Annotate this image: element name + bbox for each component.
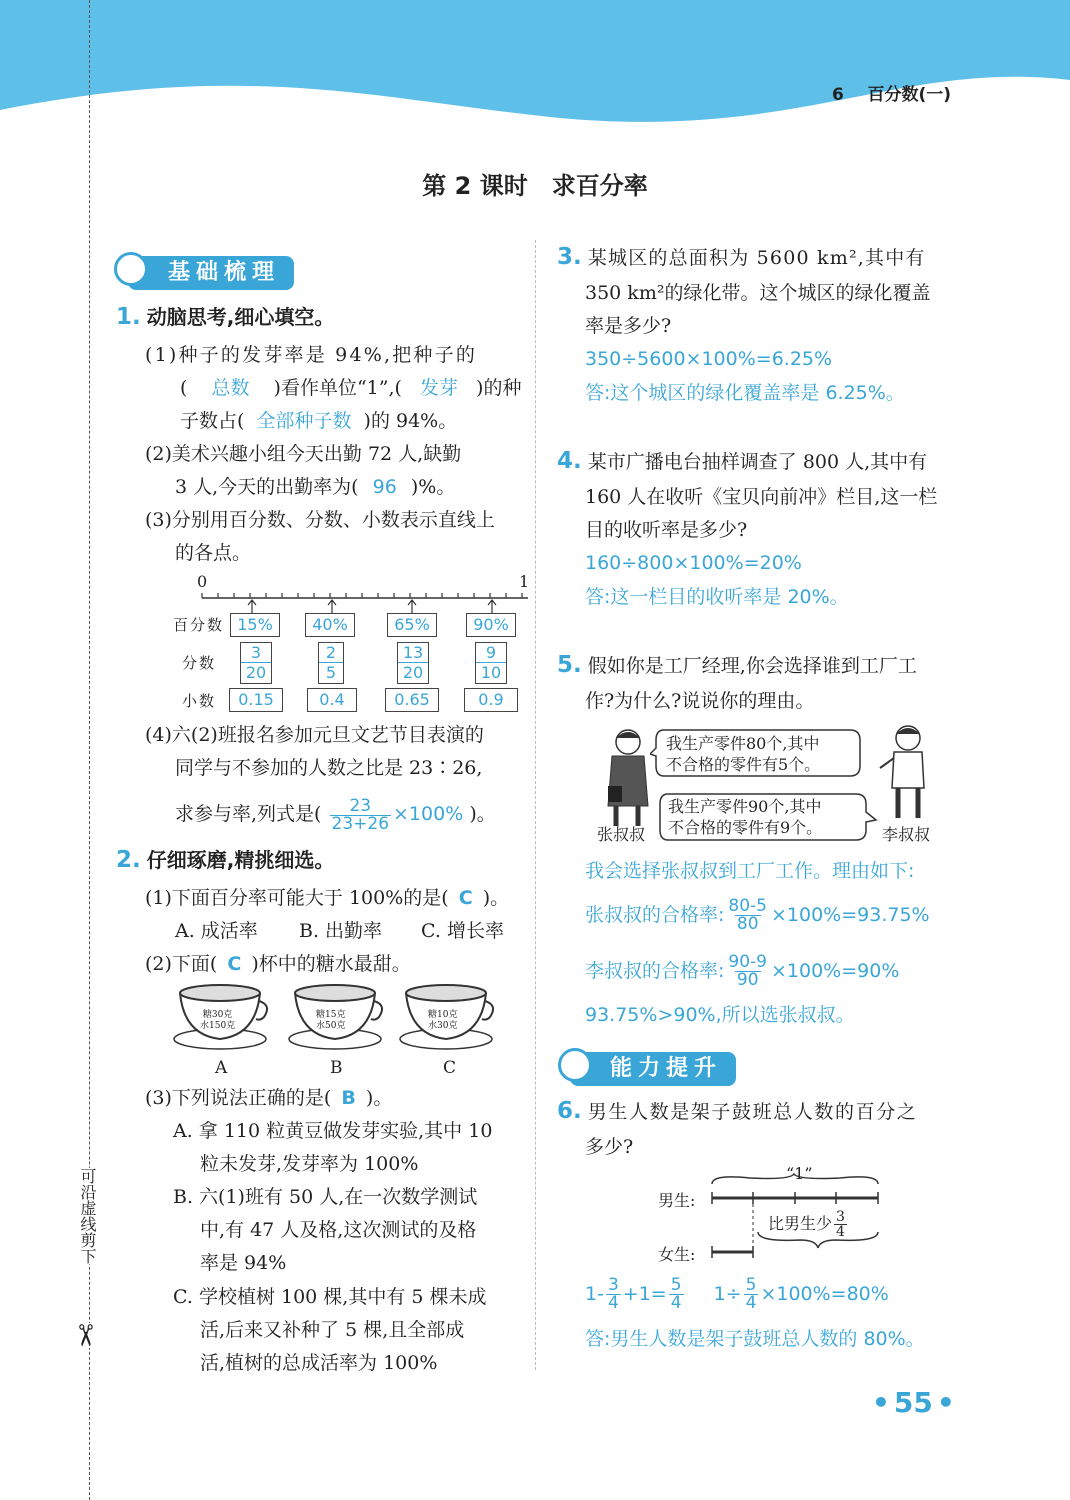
q2-number: 2. — [116, 847, 141, 873]
q3-line3: 率是多少? — [585, 315, 672, 337]
q5-line2: 作?为什么?说说你的理由。 — [585, 690, 815, 712]
clock-icon — [114, 252, 148, 286]
name-zhang: 张叔叔 — [597, 825, 646, 844]
q6-answer: 答:男生人数是架子鼓班总人数的 80%。 — [585, 1328, 925, 1350]
cup-b-text: 糖15克 水50克 — [316, 1010, 346, 1031]
q1-answer-total: 总数 — [211, 377, 250, 399]
q2-p3-a2: 粒未发芽,发芽率为 100% — [200, 1153, 419, 1175]
cup-a-label: A — [215, 1058, 228, 1078]
q6-less-label: 比男生少 $\frac{3}{4}$ — [768, 1209, 845, 1240]
chapter-number: 6 — [832, 85, 844, 105]
q1-p1-line2: ( 总数 )看作单位“1”,( 发芽 )的种 — [180, 377, 522, 399]
decimal-box: 0.4 — [307, 688, 357, 712]
q1-heading — [116, 300, 334, 335]
q4-number: 4. — [557, 448, 582, 474]
bubble-li-text: 我生产零件90个,其中 不合格的零件有9个。 — [668, 797, 823, 837]
q2-p3-a1: A. 拿 110 粒黄豆做发芽实验,其中 10 — [173, 1120, 493, 1142]
q4-answer: 答:这一栏目的收听率是 20%。 — [585, 586, 849, 608]
q6-unit-label: “1” — [786, 1164, 813, 1183]
page-number: • 55 • — [872, 1386, 955, 1419]
q6-line2: 多少? — [585, 1136, 634, 1158]
q1-p2-line2: 3 人,今天的出勤率为( 96 )%。 — [175, 476, 456, 498]
q4-calculation: 160÷800×100%=20% — [585, 552, 802, 574]
cut-line — [89, 0, 90, 1500]
q1-p4-line1: (4)六(2)班报名参加元旦文艺节目表演的 — [145, 724, 484, 746]
q2-heading — [116, 843, 334, 878]
q1-answer-all-seeds: 全部种子数 — [256, 410, 352, 432]
q1-p2-line1: (2)美术兴趣小组今天出勤 72 人,缺勤 — [145, 443, 462, 465]
number-line-one: 1 — [519, 572, 530, 591]
column-divider — [535, 240, 536, 1370]
row-label-percent: 百分数 — [173, 616, 225, 634]
q4-line1: 4. 某市广播电台抽样调查了 800 人,其中有 — [557, 448, 928, 474]
clock-icon — [558, 1048, 592, 1082]
q2-p3-c1: C. 学校植树 100 棵,其中有 5 棵未成 — [173, 1286, 487, 1308]
q2-option-c: C. 增长率 — [421, 920, 504, 942]
q5-conclusion: 93.75%>90%,所以选张叔叔。 — [585, 1004, 855, 1026]
q3-calculation: 350÷5600×100%=6.25% — [585, 348, 833, 370]
q2-p1-answer: C — [458, 887, 473, 909]
q1-p3-line2: 的各点。 — [175, 542, 252, 564]
q2-p2-answer: C — [227, 953, 242, 975]
fraction-box: 13 20 — [397, 642, 429, 684]
q2-p1-line1: (1)下面百分率可能大于 100%的是( C )。 — [145, 887, 510, 909]
q5-answer-line1: 我会选择张叔叔到工厂工作。理由如下: — [585, 860, 915, 882]
q5-number: 5. — [557, 652, 582, 678]
cup-c-text: 糖10克 水30克 — [428, 1010, 458, 1031]
fraction-box: 3 20 — [240, 642, 272, 684]
fraction-box: 9 10 — [475, 642, 507, 684]
q2-option-b: B. 出勤率 — [299, 920, 383, 942]
decimal-box: 0.15 — [229, 688, 283, 712]
q3-line2: 350 km²的绿化带。这个城区的绿化覆盖 — [585, 282, 931, 304]
chapter-header — [832, 80, 951, 105]
q6-calculation: 1- $\frac{3}{4}$ +1= $\frac{5}{4}$ 1÷ $\frac{5}{4}$ ×100%=80% — [585, 1275, 889, 1313]
cup-c-label: C — [443, 1058, 457, 1078]
decimal-box: 0.9 — [464, 688, 518, 712]
q4-line3: 目的收听率是多少? — [585, 519, 748, 541]
q2-p3-answer: B — [341, 1087, 356, 1109]
percent-box: 15% — [230, 613, 280, 637]
q2-p3-line1: (3)下列说法正确的是( B )。 — [145, 1087, 393, 1109]
q2-p3-c2: 活,后来又补种了 5 棵,且全部成 — [200, 1319, 465, 1341]
q2-p3-b3: 率是 94% — [200, 1252, 287, 1274]
q2-option-a: A. 成活率 — [175, 920, 258, 942]
q2-p3-b1: B. 六(1)班有 50 人,在一次数学测试 — [173, 1186, 478, 1208]
q3-line1: 3. 某城区的总面积为 5600 km²,其中有 — [557, 244, 926, 270]
q1-p4-fraction: $\frac{23}{23+26}$ — [331, 795, 390, 834]
q1-answer-sprout: 发芽 — [419, 377, 458, 399]
row-label-fraction: 分数 — [182, 654, 217, 672]
name-li: 李叔叔 — [882, 825, 931, 844]
q3-answer: 答:这个城区的绿化覆盖率是 6.25%。 — [585, 382, 905, 404]
decimal-box: 0.65 — [385, 688, 439, 712]
q5-li-rate: 李叔叔的合格率: $\frac{90-9}{90}$ ×100%=90% — [585, 952, 900, 990]
q2-p3-c3: 活,植树的总成活率为 100% — [200, 1352, 438, 1374]
q1-p3-line1: (3)分别用百分数、分数、小数表示直线上 — [145, 509, 495, 531]
q6-girls-label: 女生: — [658, 1245, 696, 1264]
q6-line1: 6. 男生人数是架子鼓班总人数的百分之 — [557, 1098, 918, 1124]
section-banner-improve: 能力提升 — [570, 1052, 736, 1086]
percent-box: 90% — [466, 613, 516, 637]
person-zhang-illustration — [598, 726, 658, 830]
q5-zhang-rate: 张叔叔的合格率: $\frac{80-5}{80}$ ×100%=93.75% — [585, 896, 930, 934]
q1-p1-line1: (1)种子的发芽率是 94%,把种子的 — [145, 344, 478, 366]
q3-number: 3. — [557, 244, 582, 270]
chapter-title: 百分数(一) — [867, 85, 952, 105]
percent-box: 40% — [305, 613, 355, 637]
fraction-box: 2 5 — [318, 642, 344, 684]
person-li-illustration — [876, 722, 936, 822]
q5-line1: 5. 假如你是工厂经理,你会选择谁到工厂工 — [557, 652, 917, 678]
q2-p2-line1: (2)下面( C )杯中的糖水最甜。 — [145, 953, 411, 975]
scissors-icon: ✂ — [67, 1322, 103, 1349]
q6-boys-label: 男生: — [658, 1191, 696, 1210]
percent-box: 65% — [387, 613, 437, 637]
lesson-title: 第 2 课时 求百分率 — [422, 172, 648, 200]
q1-number: 1. — [116, 304, 141, 330]
number-line-zero: 0 — [197, 572, 208, 591]
cut-label: 可沿虚线剪下 — [78, 1168, 97, 1264]
q4-line2: 160 人在收听《宝贝向前冲》栏目,这一栏 — [585, 486, 938, 508]
section-banner-basic: 基础梳理 — [128, 256, 294, 290]
q1-p4-line3: 求参与率,列式是( $\frac{23}{23+26}$ ×100% )。 — [175, 795, 496, 834]
q1-title: 动脑思考,细心填空。 — [146, 305, 335, 329]
q2-p3-b2: 中,有 47 人及格,这次测试的及格 — [200, 1219, 477, 1241]
row-label-decimal: 小数 — [182, 692, 217, 710]
q1-p1-line3: 子数占( 全部种子数 )的 94%。 — [180, 410, 458, 432]
header-wave — [0, 0, 1070, 140]
q6-number: 6. — [557, 1098, 582, 1124]
q2-title: 仔细琢磨,精挑细选。 — [146, 848, 335, 872]
bubble-zhang-text: 我生产零件80个,其中 不合格的零件有5个。 — [666, 734, 821, 774]
cup-b-label: B — [330, 1058, 343, 1078]
q1-answer-attendance: 96 — [372, 476, 397, 498]
cup-a-text: 糖30克 水150克 — [200, 1010, 236, 1031]
q1-p4-line2: 同学与不参加的人数之比是 23∶26, — [175, 757, 483, 779]
